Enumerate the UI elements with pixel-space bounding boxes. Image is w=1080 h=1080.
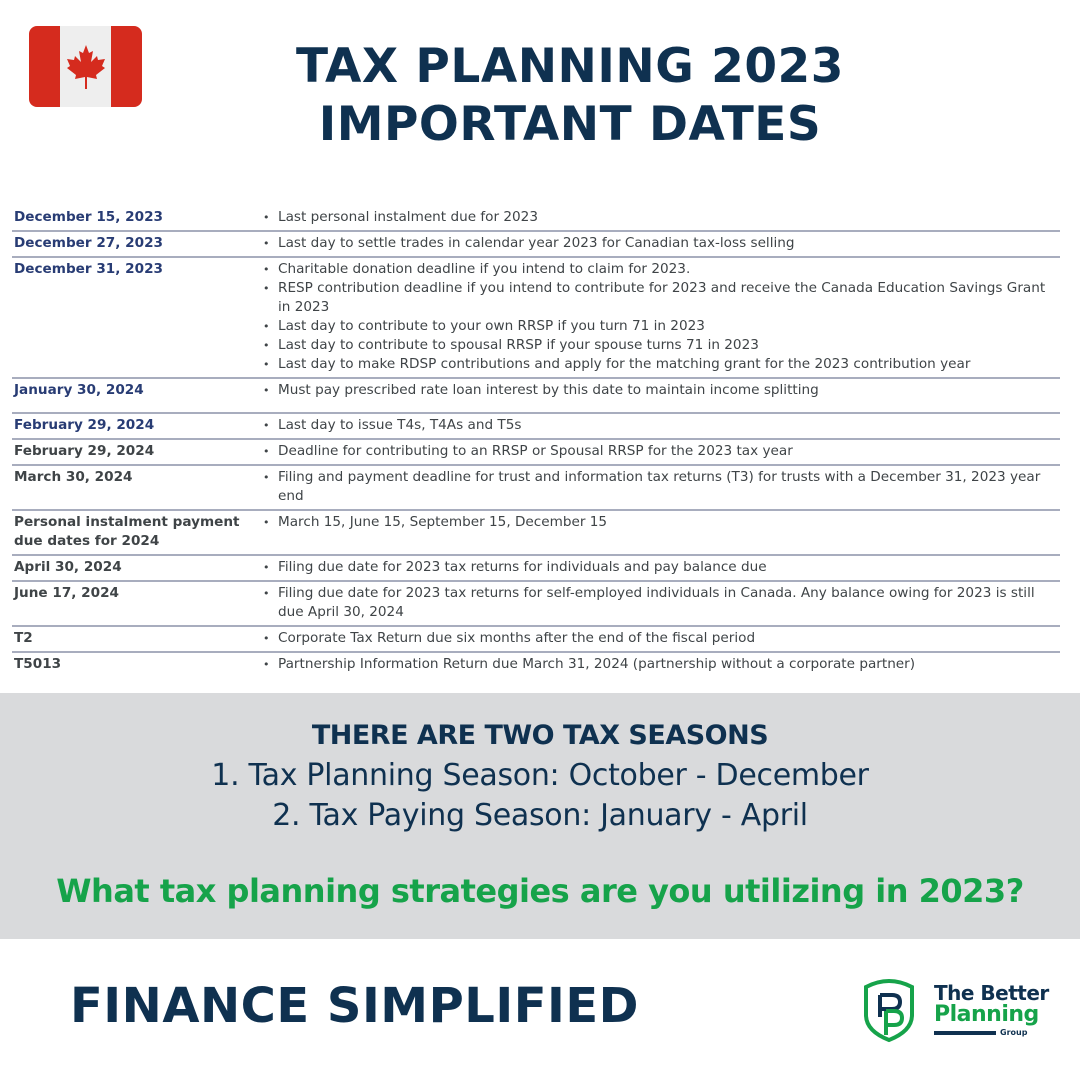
row-items — [258, 381, 1060, 400]
table-row — [12, 556, 1060, 582]
row-date: Personal instalment payment due dates for 2024 — [14, 514, 240, 549]
maple-leaf-icon — [64, 43, 108, 91]
row-items — [258, 558, 1060, 577]
table-row — [12, 379, 1060, 414]
table-row — [12, 466, 1060, 511]
logo-underline-bar — [934, 1031, 996, 1035]
table-row — [12, 653, 1060, 677]
row-date: January 30, 2024 — [14, 382, 144, 398]
row-item: • Filing due date for 2023 tax returns for individuals and pay balance due — [258, 558, 1060, 577]
flag-white-center — [60, 26, 111, 107]
row-item: • Charitable donation deadline if you intend to claim for 2023. — [258, 260, 1060, 279]
row-item: • Last day to contribute to spousal RRSP if your spouse turns 71 in 2023 — [258, 336, 1060, 355]
title-line-1: TAX PLANNING 2023 — [296, 39, 844, 94]
logo-group-row — [934, 1029, 1049, 1037]
row-date: T5013 — [14, 656, 62, 672]
row-item: • Deadline for contributing to an RRSP or Spousal RRSP for the 2023 tax year — [258, 442, 1060, 461]
row-item: • Partnership Information Return due March 31, 2024 (partnership without a corporate partner) — [258, 655, 1060, 674]
seasons-heading: THERE ARE TWO TAX SEASONS — [311, 720, 769, 751]
row-items — [258, 416, 1060, 435]
table-row — [12, 511, 1060, 556]
call-to-action-question: What tax planning strategies are you utilizing in 2023? — [56, 872, 1024, 910]
row-items — [258, 655, 1060, 674]
row-date: T2 — [14, 630, 33, 646]
row-item: • Filing and payment deadline for trust and information tax returns (T3) for trusts with a December 31, 2023 year end — [258, 468, 1060, 506]
row-date: December 27, 2023 — [14, 235, 163, 251]
row-items — [258, 208, 1060, 227]
row-date: April 30, 2024 — [14, 559, 122, 575]
row-item: • Must pay prescribed rate loan interest by this date to maintain income splitting — [258, 381, 1060, 400]
canada-flag-icon — [29, 26, 142, 107]
row-date: December 31, 2023 — [14, 261, 163, 277]
company-logo — [862, 975, 1062, 1045]
important-dates-table — [12, 206, 1060, 677]
row-item: • Filing due date for 2023 tax returns for self-employed individuals in Canada. Any balance owing for 2023 is still due April 30, 2024 — [258, 584, 1060, 622]
footer-tagline: FINANCE SIMPLIFIED — [70, 978, 639, 1034]
title-line-2: IMPORTANT DATES — [318, 97, 822, 152]
row-date: December 15, 2023 — [14, 209, 163, 225]
row-items — [258, 584, 1060, 622]
table-row — [12, 206, 1060, 232]
row-date: February 29, 2024 — [14, 417, 155, 433]
row-item: • Last day to contribute to your own RRSP if you turn 71 in 2023 — [258, 317, 1060, 336]
row-items — [258, 468, 1060, 506]
row-item: • Last day to issue T4s, T4As and T5s — [258, 416, 1060, 435]
row-item: • March 15, June 15, September 15, December 15 — [258, 513, 1060, 532]
table-row — [12, 582, 1060, 627]
logo-line-1: The Better — [934, 981, 1049, 1005]
table-row — [12, 627, 1060, 653]
row-date: June 17, 2024 — [14, 585, 120, 601]
row-item: • RESP contribution deadline if you intend to contribute for 2023 and receive the Canada Education Savings Grant in 2023 — [258, 279, 1060, 317]
flag-red-band-left — [29, 26, 60, 107]
table-row — [12, 414, 1060, 440]
shield-logo-icon — [862, 977, 916, 1043]
season-paying: 2. Tax Paying Season: January - April — [272, 798, 808, 833]
row-items — [258, 234, 1060, 253]
flag-red-band-right — [111, 26, 142, 107]
logo-line-2: Planning — [934, 1002, 1039, 1027]
row-items — [258, 260, 1060, 374]
row-item: • Corporate Tax Return due six months after the end of the fiscal period — [258, 629, 1060, 648]
table-row — [12, 258, 1060, 379]
row-items — [258, 629, 1060, 648]
table-row — [12, 232, 1060, 258]
row-item: • Last day to settle trades in calendar year 2023 for Canadian tax-loss selling — [258, 234, 1060, 253]
row-item: • Last personal instalment due for 2023 — [258, 208, 1060, 227]
page-title — [180, 38, 960, 154]
logo-line-3: Group — [1000, 1028, 1028, 1037]
table-row — [12, 440, 1060, 466]
season-planning: 1. Tax Planning Season: October - December — [211, 758, 869, 793]
row-items — [258, 442, 1060, 461]
row-item: • Last day to make RDSP contributions and apply for the matching grant for the 2023 contribution year — [258, 355, 1060, 374]
row-date: March 30, 2024 — [14, 469, 133, 485]
row-date: February 29, 2024 — [14, 443, 155, 459]
logo-wordmark — [934, 983, 1049, 1037]
row-items — [258, 513, 1060, 551]
